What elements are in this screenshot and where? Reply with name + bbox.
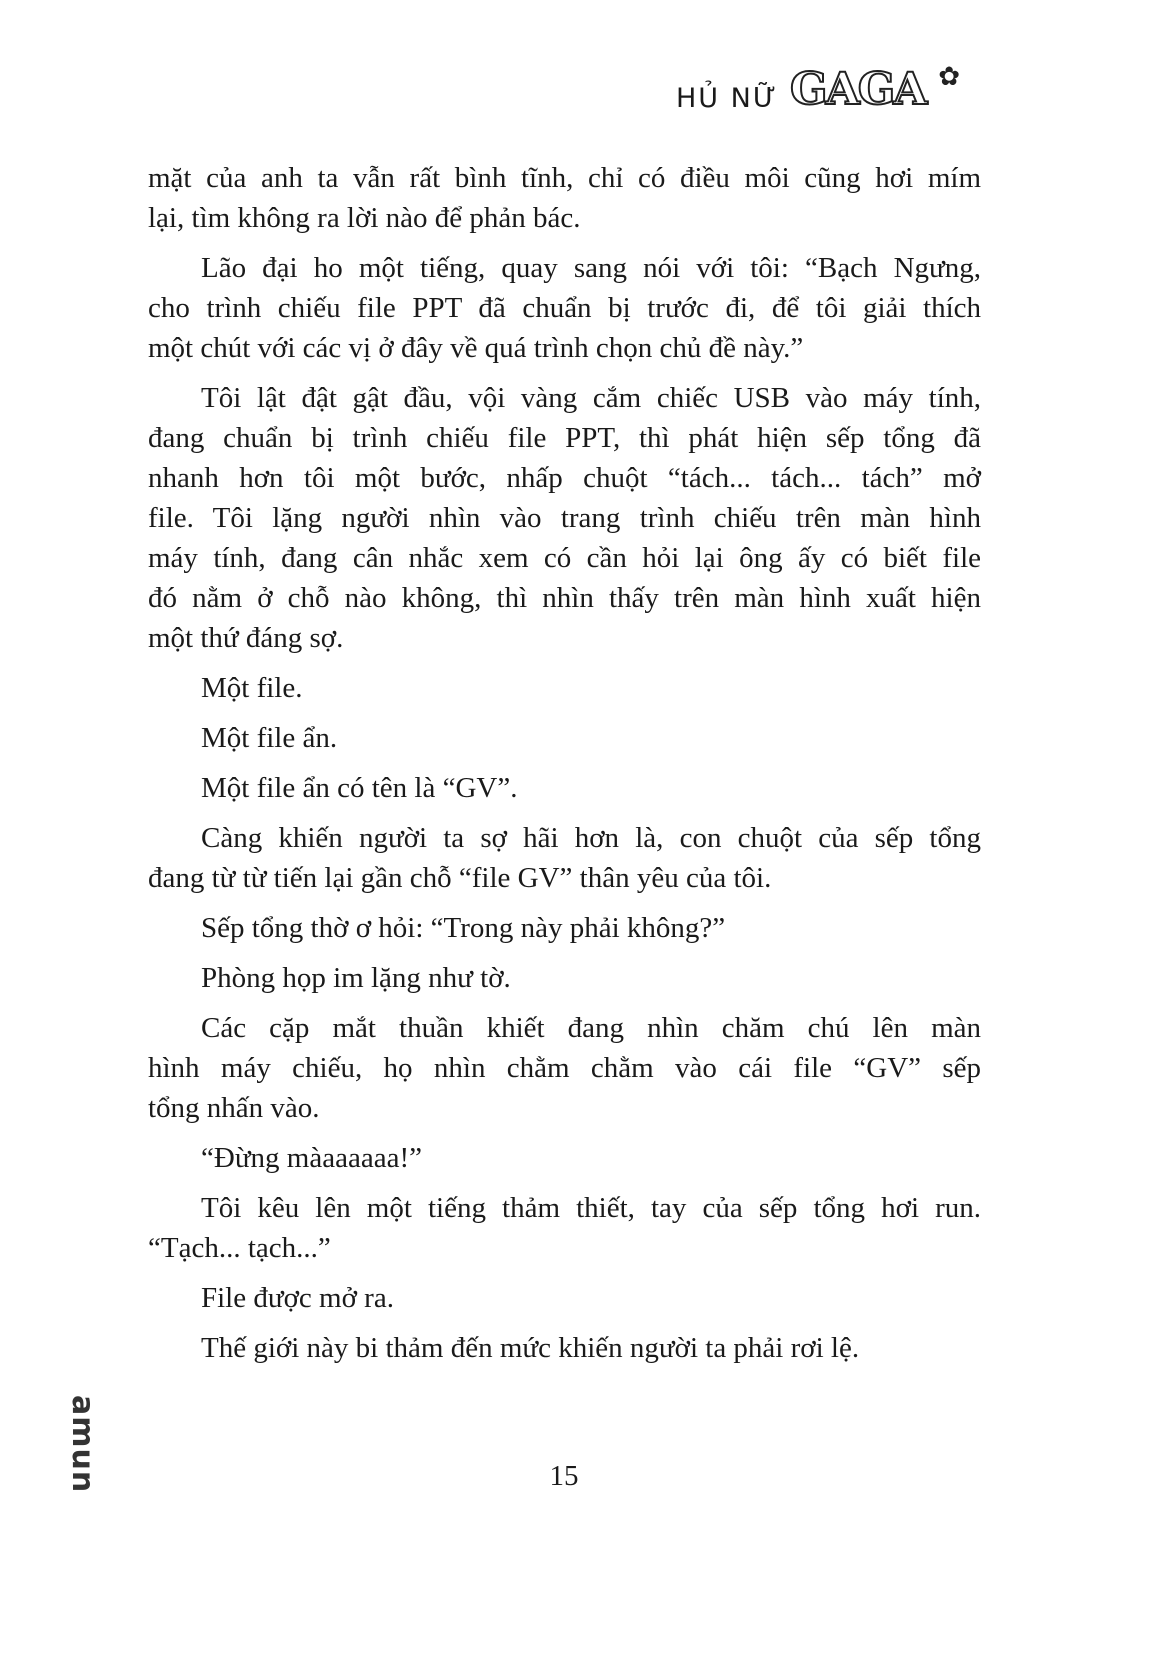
text-line: Càng khiến người ta sợ hãi hơn là, con chuột của sếp tổng — [201, 822, 981, 854]
paragraph — [148, 958, 981, 998]
text-line: đang từ từ tiến lại gần chỗ “file GV” thân yêu của tôi. — [148, 862, 772, 894]
text-line: máy tính, đang cân nhắc xem có cần hỏi lại ông ấy có biết file — [148, 542, 981, 574]
running-header — [676, 62, 960, 118]
text-line: mặt của anh ta vẫn rất bình tĩnh, chỉ có điều môi cũng hơi mím — [148, 162, 981, 194]
logo-text: GAGA — [790, 64, 926, 115]
text-line: tổng nhấn vào. — [148, 1092, 320, 1124]
text-line: Một file ẩn. — [201, 722, 338, 754]
text-line: Lão đại ho một tiếng, quay sang nói với tôi: “Bạch Ngưng, — [201, 252, 981, 284]
text-line: một chút với các vị ở đây về quá trình chọn chủ đề này.” — [148, 332, 804, 364]
paragraph — [148, 1008, 981, 1128]
text-line: Tôi lật đật gật đầu, vội vàng cắm chiếc USB vào máy tính, — [201, 382, 981, 414]
text-line: “Đừng màaaaaaa!” — [201, 1142, 422, 1174]
text-line: Tôi kêu lên một tiếng thảm thiết, tay của sếp tổng hơi run. — [201, 1192, 981, 1224]
paragraph — [148, 818, 981, 898]
paragraph — [148, 718, 981, 758]
text-line: đó nằm ở chỗ nào không, thì nhìn thấy trên màn hình xuất hiện — [148, 582, 981, 614]
paragraph — [148, 248, 981, 368]
text-line: một thứ đáng sợ. — [148, 622, 344, 654]
paragraph — [148, 1278, 981, 1318]
paragraph — [148, 908, 981, 948]
text-line: cho trình chiếu file PPT đã chuẩn bị trước đi, để tôi giải thích — [148, 292, 981, 324]
page-number: 15 — [549, 1460, 579, 1492]
paragraph — [148, 378, 981, 658]
text-line: nhanh hơn tôi một bước, nhấp chuột “tách... tách... tách” mở — [148, 462, 981, 494]
text-line: “Tạch... tạch...” — [148, 1232, 331, 1264]
rose-icon: ✿ — [938, 62, 961, 91]
text-line: Các cặp mắt thuần khiết đang nhìn chăm chú lên màn — [201, 1012, 981, 1044]
publisher-logo: amun — [65, 1395, 100, 1494]
text-line: Một file. — [201, 672, 303, 704]
text-line: Phòng họp im lặng như tờ. — [201, 962, 511, 994]
paragraph — [148, 668, 981, 708]
page-body — [148, 158, 981, 1378]
paragraph — [148, 158, 981, 238]
paragraph — [148, 1188, 981, 1268]
text-line: hình máy chiếu, họ nhìn chằm chằm vào cái file “GV” sếp — [148, 1052, 981, 1084]
paragraph — [148, 1328, 981, 1368]
text-line: Thế giới này bi thảm đến mức khiến người ta phải rơi lệ. — [201, 1332, 860, 1364]
book-title: HỦ NỮ — [676, 83, 779, 114]
paragraph — [148, 1138, 981, 1178]
text-line: File được mở ra. — [201, 1282, 394, 1314]
gaga-logo — [790, 62, 960, 118]
text-line: Một file ẩn có tên là “GV”. — [201, 772, 518, 804]
text-line: đang chuẩn bị trình chiếu file PPT, thì phát hiện sếp tổng đã — [148, 422, 981, 454]
text-line: lại, tìm không ra lời nào để phản bác. — [148, 202, 581, 234]
text-line: file. Tôi lặng người nhìn vào trang trình chiếu trên màn hình — [148, 502, 981, 534]
text-line: Sếp tổng thờ ơ hỏi: “Trong này phải không?” — [201, 912, 726, 944]
paragraph — [148, 768, 981, 808]
